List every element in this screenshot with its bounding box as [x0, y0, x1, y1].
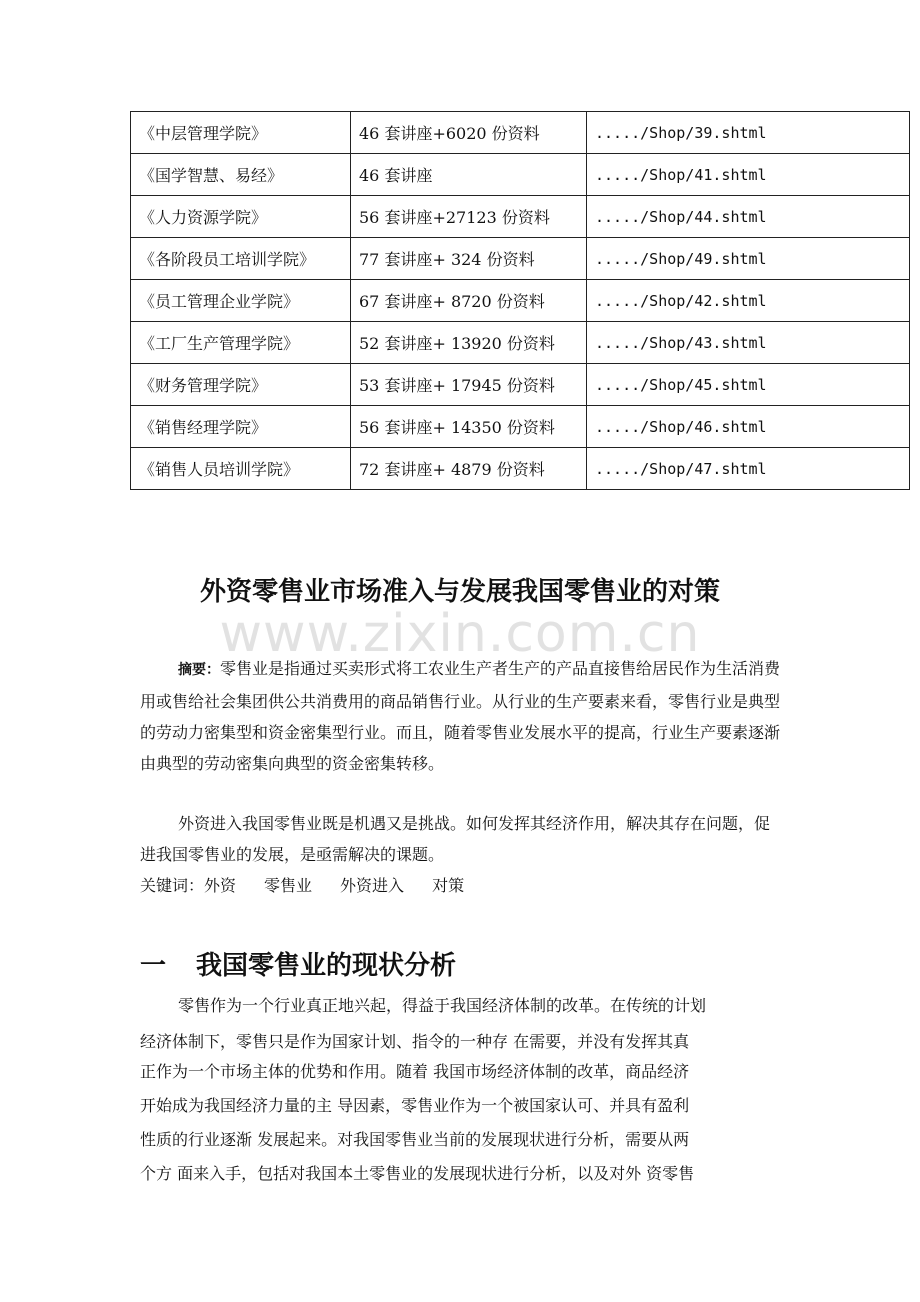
course-link[interactable]: ...../Shop/47.shtml [587, 448, 910, 490]
keywords-label: 关键词： [140, 876, 205, 895]
course-content: 77 套讲座+ 324 份资料 [351, 238, 587, 280]
table-row [131, 322, 910, 364]
table-row [131, 112, 910, 154]
course-name: 《国学智慧、易经》 [131, 154, 351, 196]
course-name: 《工厂生产管理学院》 [131, 322, 351, 364]
keywords-line [140, 870, 492, 901]
section-title: 我国零售业的现状分析 [196, 951, 457, 981]
course-link[interactable]: ...../Shop/46.shtml [587, 406, 910, 448]
body-line: 经济体制下，零售只是作为国家计划、指令的一种存 在需要，并没有发挥其真 [140, 1032, 690, 1051]
keyword: 零售业 [264, 876, 313, 895]
course-link[interactable]: ...../Shop/39.shtml [587, 112, 910, 154]
section-heading [140, 945, 456, 982]
body-line: 个方 面来入手，包括对我国本土零售业的发展现状进行分析，以及对外 资零售 [140, 1164, 695, 1183]
body-line: 开始成为我国经济力量的主 导因素，零售业作为一个被国家认可、并具有盈利 [140, 1096, 690, 1115]
table-row [131, 406, 910, 448]
course-link[interactable]: ...../Shop/42.shtml [587, 280, 910, 322]
course-name: 《财务管理学院》 [131, 364, 351, 406]
section-number: 一 [140, 951, 167, 981]
course-name: 《各阶段员工培训学院》 [131, 238, 351, 280]
course-content: 72 套讲座+ 4879 份资料 [351, 448, 587, 490]
keyword: 对策 [432, 876, 465, 895]
course-content: 53 套讲座+ 17945 份资料 [351, 364, 587, 406]
course-link[interactable]: ...../Shop/41.shtml [587, 154, 910, 196]
table-row [131, 448, 910, 490]
table-row [131, 238, 910, 280]
course-name: 《员工管理企业学院》 [131, 280, 351, 322]
course-content: 56 套讲座+ 14350 份资料 [351, 406, 587, 448]
course-link[interactable]: ...../Shop/43.shtml [587, 322, 910, 364]
abstract-second-paragraph: 外资进入我国零售业既是机遇又是挑战。如何发挥其经济作用，解决其存在问题，促进我国零售业的发展，是亟需解决的课题。 [140, 814, 771, 864]
catalog-table [130, 111, 910, 490]
course-content: 67 套讲座+ 8720 份资料 [351, 280, 587, 322]
course-content: 46 套讲座 [351, 154, 587, 196]
body-line: 正作为一个市场主体的优势和作用。随着 我国市场经济体制的改革，商品经济 [140, 1062, 690, 1081]
table-row [131, 196, 910, 238]
article-title: 外资零售业市场准入与发展我国零售业的对策 [199, 577, 720, 607]
table-row [131, 364, 910, 406]
course-name: 《销售人员培训学院》 [131, 448, 351, 490]
abstract-text: 零售业是指通过买卖形式将工农业生产者生产的产品直接售给居民作为生活消费用或售给社会集团供公共消费用的商品销售行业。从行业的生产要素来看，零售行业是典型的劳动力密集型和资金密集型行业。而且，随着零售业发展水平的提高，行业生产要素逐渐由典型的劳动密集向典型的资金密集转移。 [140, 659, 781, 773]
course-link[interactable]: ...../Shop/45.shtml [587, 364, 910, 406]
body-line: 性质的行业逐渐 发展起来。对我国零售业当前的发展现状进行分析，需要从两 [140, 1130, 690, 1149]
course-name: 《中层管理学院》 [131, 112, 351, 154]
course-content: 56 套讲座+27123 份资料 [351, 196, 587, 238]
course-link[interactable]: ...../Shop/49.shtml [587, 238, 910, 280]
abstract-paragraph [140, 653, 780, 779]
body-line: 零售作为一个行业真正地兴起，得益于我国经济体制的改革。在传统的计划 [178, 996, 707, 1015]
keyword: 外资进入 [340, 876, 405, 895]
table-row [131, 280, 910, 322]
course-link[interactable]: ...../Shop/44.shtml [587, 196, 910, 238]
keyword: 外资 [204, 876, 237, 895]
course-name: 《人力资源学院》 [131, 196, 351, 238]
course-content: 52 套讲座+ 13920 份资料 [351, 322, 587, 364]
course-name: 《销售经理学院》 [131, 406, 351, 448]
table-row [131, 154, 910, 196]
watermark: www.zixin.com.cn [219, 604, 701, 664]
abstract-label: 摘要： [178, 662, 220, 678]
course-content: 46 套讲座+6020 份资料 [351, 112, 587, 154]
